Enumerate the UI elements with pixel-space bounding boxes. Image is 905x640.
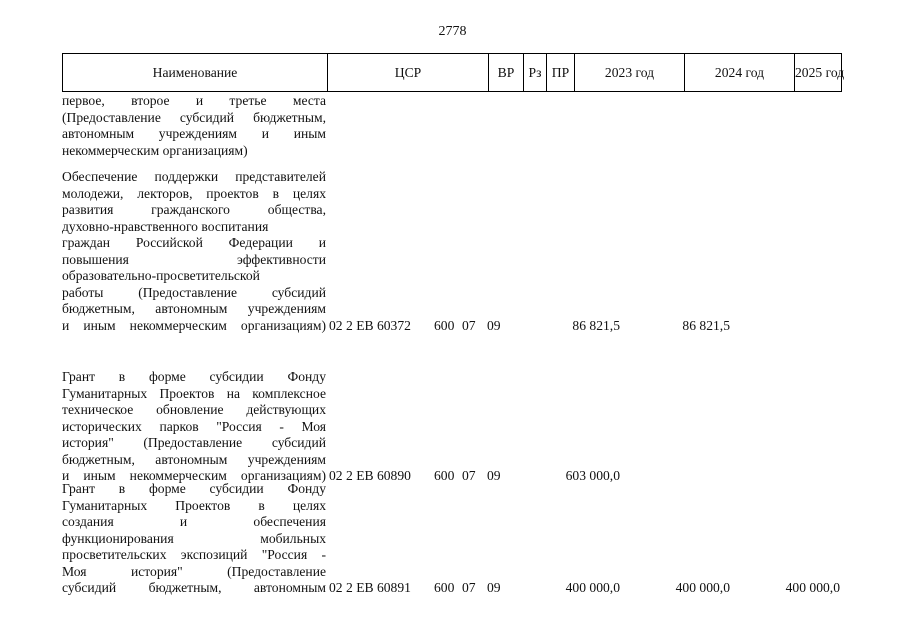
- row-2023: 603 000,0: [565, 468, 620, 483]
- table-header: [62, 53, 845, 92]
- row-pr: 09: [487, 317, 501, 333]
- row-rz: 07: [462, 317, 476, 333]
- name-line: Моя история" (Предоставление: [62, 563, 326, 579]
- name-line: молодежи, лекторов, проектов в целях: [62, 185, 326, 201]
- row-2025: 400 000,0: [785, 580, 840, 595]
- page-number: 2778: [438, 24, 467, 39]
- name-line: и иным некоммерческим организациям): [62, 317, 326, 333]
- header-name: Наименование: [63, 54, 328, 91]
- name-line: создания и обеспечения: [62, 514, 326, 529]
- row-vr: 600: [434, 468, 455, 483]
- name-line: автономным учреждениям и иным: [62, 126, 326, 141]
- name-line: бюджетным, автономным учреждениям: [62, 301, 326, 316]
- row-name: [62, 481, 326, 597]
- name-line: граждан Российской Федерации и: [62, 235, 326, 250]
- row-vr: 600: [434, 580, 455, 595]
- name-line: субсидий бюджетным, автономным: [62, 580, 326, 595]
- row-name: [62, 369, 326, 485]
- name-line: техническое обновление действующих: [62, 402, 326, 417]
- row-csr: 02 2 ЕВ 60372: [329, 317, 411, 333]
- name-line: бюджетным, автономным учреждениям: [62, 451, 326, 467]
- row-rz: 07: [462, 580, 476, 595]
- row-name: [62, 93, 326, 159]
- name-line: просветительских экспозиций "Россия -: [62, 547, 326, 562]
- header-2023: 2023 год: [575, 54, 685, 91]
- header-rz: Рз: [524, 54, 547, 91]
- row-pr: 09: [487, 468, 501, 483]
- name-line: первое, второе и третье места: [62, 93, 326, 108]
- row-csr: 02 2 ЕВ 60890: [329, 468, 411, 483]
- name-line: Грант в форме субсидии Фонду: [62, 369, 326, 384]
- row-2024: 400 000,0: [675, 580, 730, 595]
- name-line: духовно-нравственного воспитания: [62, 218, 269, 234]
- name-line: повышения эффективности: [62, 251, 326, 267]
- name-line: (Предоставление субсидий бюджетным,: [62, 109, 326, 125]
- row-vr: 600: [434, 317, 455, 333]
- name-line: история" (Предоставление субсидий: [62, 435, 326, 450]
- header-vr: ВР: [489, 54, 524, 91]
- name-line: и иным некоммерческим организациям): [62, 468, 326, 483]
- name-line: Обеспечение поддержки представителей: [62, 169, 326, 184]
- row-2023: 86 821,5: [572, 317, 620, 333]
- name-line: Гуманитарных Проектов на комплексное: [62, 385, 326, 401]
- header-csr: ЦСР: [328, 54, 489, 91]
- row-2023: 400 000,0: [565, 580, 620, 595]
- header-2024: 2024 год: [685, 54, 795, 91]
- name-line: развития гражданского общества,: [62, 202, 326, 217]
- name-line: исторических парков "Россия - Моя: [62, 418, 326, 434]
- row-rz: 07: [462, 468, 476, 483]
- header-pr: ПР: [547, 54, 575, 91]
- row-name: [62, 169, 326, 334]
- name-line: Гуманитарных Проектов в целях: [62, 497, 326, 513]
- name-line: Грант в форме субсидии Фонду: [62, 481, 326, 496]
- name-line: функционирования мобильных: [62, 530, 326, 546]
- row-2024: 86 821,5: [682, 317, 730, 333]
- row-pr: 09: [487, 580, 501, 595]
- name-line: работы (Предоставление субсидий: [62, 284, 326, 300]
- row-csr: 02 2 ЕВ 60891: [329, 580, 411, 595]
- name-line: образовательно-просветительской: [62, 268, 260, 283]
- name-line: некоммерческим организациям): [62, 142, 248, 158]
- header-2025: 2025 год: [795, 65, 845, 80]
